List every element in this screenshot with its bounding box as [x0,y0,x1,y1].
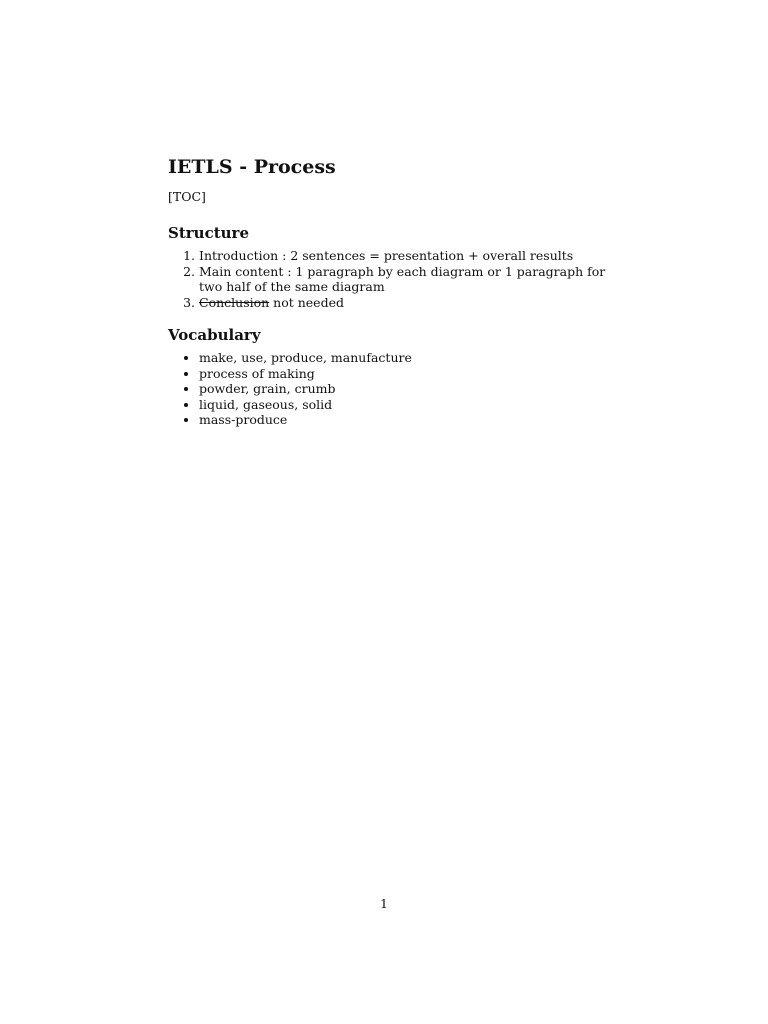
list-item: • process of making [199,366,608,382]
structure-list [168,248,608,310]
list-item-text: Introduction : 2 sentences = presentation + overall results [199,248,574,263]
page-number: 1 [380,896,388,911]
structure-item-conclusion [199,295,608,311]
list-item: • powder, grain, crumb [199,381,608,397]
list-item: • mass-produce [199,412,608,428]
structure-heading: Structure [168,224,249,242]
page-content [168,152,608,428]
struck-text: Conclusion [199,294,270,310]
vocabulary-heading: Vocabulary [168,326,261,344]
list-item-text: Main content : 1 paragraph by each diagram or 1 paragraph for two half of the same diagram [199,263,606,294]
list-item: • liquid, gaseous, solid [199,397,608,413]
toc-placeholder: [TOC] [168,189,206,204]
list-item-text: not needed [269,294,344,310]
list-item: • make, use, produce, manufacture [199,350,608,366]
structure-item-introduction [199,248,608,264]
vocabulary-list [168,350,608,428]
structure-item-main-content [199,264,608,295]
document-title: IETLS - Process [168,156,336,178]
